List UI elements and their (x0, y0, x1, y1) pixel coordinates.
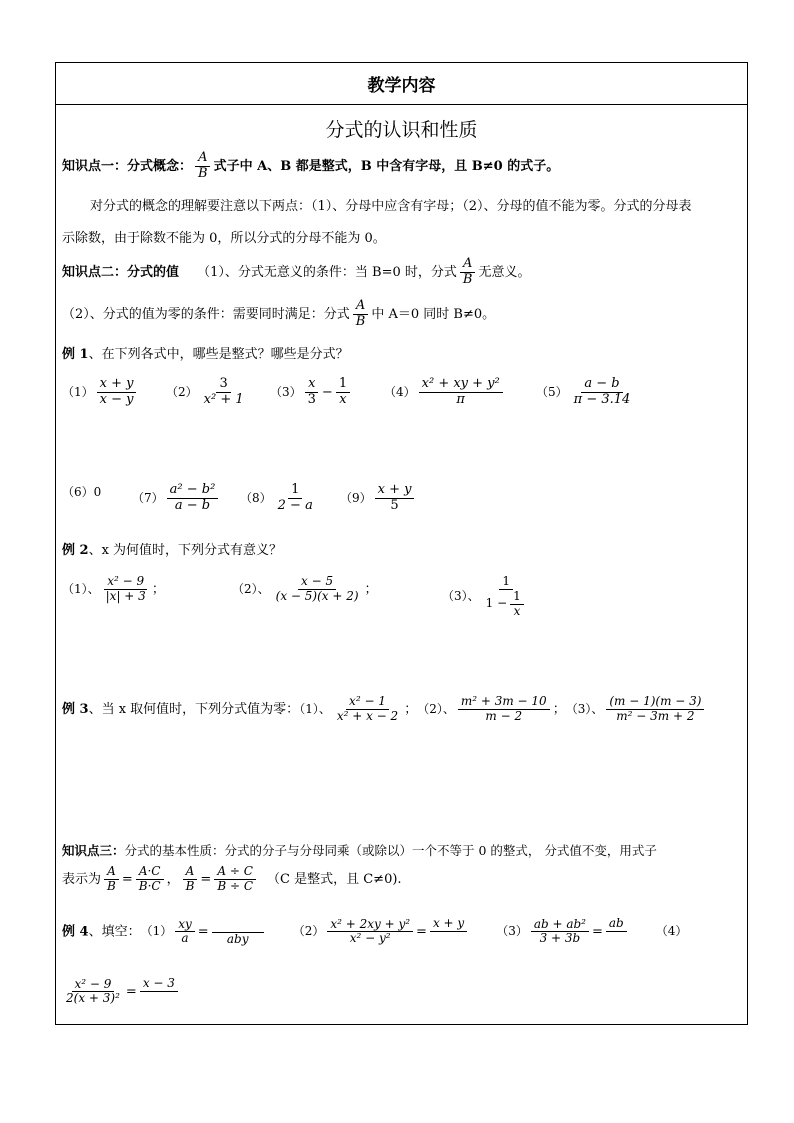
ex3-item-1-num: x² − 1 (346, 695, 389, 710)
ex4-item-2-num: x² + 2xy + y² (327, 918, 413, 933)
ex1-item-3-no: （3） (270, 384, 302, 399)
table-header-title: 教学内容 (367, 76, 436, 96)
ex2-item-2 (232, 575, 378, 604)
content-table (55, 62, 748, 1025)
ex1-item-4-no: （4） (384, 384, 416, 399)
kp3-f2 (183, 865, 198, 894)
kp1-para-line1: 对分式的概念的理解要注意以下两点：（1）、分母中应含有字母；（2）、分母的值不能为零。分式的分母表 (90, 199, 692, 214)
kp2-frac2-num: A (353, 299, 368, 315)
ex4-item-2-frac (327, 918, 413, 947)
kp1-frac-num: A (195, 151, 210, 167)
ex1-item-5-frac (571, 377, 634, 408)
kp3-f2r-den: B ÷ C (217, 878, 254, 893)
kp2-cond1-pre: （1）、分式无意义的条件：当 B=0 时，分式 (197, 264, 457, 280)
ex4-item-1-no: （1） (146, 924, 173, 939)
kp1-text: 式子中 A、B 都是整式，B 中含有字母，且 B≠0 的式子。 (213, 158, 560, 174)
ex1-item-9-den: 5 (390, 497, 399, 513)
ex2-item-3 (442, 575, 533, 618)
ex1-item-1-no: （1） (62, 384, 94, 399)
ex3-text: 、当 x 取何值时，下列分式值为零： (88, 701, 300, 717)
ex2-item-2-sep: ； (364, 581, 378, 597)
ex2-item-1-den: |x| + 3 (105, 588, 146, 603)
ex2-item-3-inner-frac (510, 590, 524, 619)
ex1-item-3-b-num: 1 (336, 377, 350, 393)
ex1-item-5-num: a − b (581, 377, 622, 393)
ex4-line: 例 4、填空： （1） $\frac{xy}{a}$ = aby （2） $\frac{\text{x² + 2xy + y²}}{\text{x² − y²}}$ = x + y （3） $\frac{\text{ab + ab²}}{3 + 3b}$ = ab （4） (62, 916, 688, 946)
ex1-item-1-den: x − y (99, 391, 134, 407)
kp1-label: 知识点一：分式概念： (62, 158, 193, 174)
ex1-item-7-frac (167, 483, 219, 514)
ex1-item-2-frac (201, 377, 247, 408)
kp2-frac2-den: B (355, 313, 366, 329)
ex4-item-1-rden: aby (226, 932, 249, 946)
ex1-item-3 (270, 377, 353, 408)
ex4-item-3-den: 3 + 3b (539, 931, 581, 946)
ex1-item-9-no: （9） (340, 490, 372, 505)
kp3-line1 (62, 841, 657, 859)
ex1-item-5 (536, 377, 636, 408)
ex1-item-3-frac-a (305, 377, 319, 408)
kp2-fraction-1 (460, 257, 476, 288)
kp3-f1 (104, 865, 119, 894)
ex1-text: 、在下列各式中，哪些是整式？哪些是分式？ (88, 347, 349, 362)
page-title: 分式的认识和性质 (325, 119, 478, 141)
ex3-item-1-sep: ； (404, 701, 418, 717)
ex1-item-4-num: x² + xy + y² (419, 377, 503, 393)
ex4-item-2-result (430, 917, 467, 947)
kp2-line1 (62, 257, 531, 288)
kp2-fraction-2 (353, 299, 369, 330)
kp3-f1r-den: B·C (138, 878, 161, 893)
ex1-label: 例 1 (62, 347, 89, 362)
ex1-item-8 (240, 483, 319, 514)
ex1-item-8-den: 2 − a (277, 497, 313, 513)
kp3-f1-den: B (107, 878, 116, 893)
ex2-label: 例 2 (62, 543, 89, 558)
ex3-item-2-num: m² + 3m − 10 (458, 695, 550, 710)
ex1-item-3-frac-b (336, 377, 350, 408)
kp3-f1r (136, 865, 164, 894)
ex4-item-2-den: x² − y² (349, 931, 391, 946)
ex2-item-1-frac (103, 575, 149, 604)
ex2-item-3-inner-den: x (513, 603, 521, 618)
ex1-item-2 (166, 377, 250, 408)
ex1-item-8-no: （8） (240, 490, 272, 505)
ex4-item-4-num: x² − 9 (72, 978, 115, 993)
ex3-item-2-frac (458, 695, 550, 724)
ex4-item-2-no: （2） (292, 924, 325, 939)
kp2-frac1-num: A (460, 257, 475, 273)
table-header (56, 63, 747, 105)
ex4-item-4-no: （4） (655, 924, 688, 939)
kp2-line2 (62, 299, 495, 330)
ex2-heading (62, 539, 282, 558)
ex4-item-4-result (140, 977, 178, 1007)
ex4-item-3-no: （3） (496, 924, 528, 939)
ex4-item-2-rden (446, 932, 452, 947)
kp3-f1r-num: A·C (136, 865, 164, 880)
ex3-item-3-frac (606, 695, 704, 724)
ex1-item-4-den: π (456, 391, 465, 407)
ex2-item-1-sep: ； (151, 581, 165, 597)
ex3-item-1-frac (334, 695, 401, 724)
ex3-item-3-num: (m − 1)(m − 3) (606, 695, 704, 710)
ex4-item-2-rnum: x + y (430, 917, 467, 932)
ex1-item-8-num: 1 (288, 483, 302, 499)
ex3-item-1-den: x² + x − 2 (336, 708, 399, 723)
ex4-item-1-den: a (181, 931, 189, 946)
ex1-item-4-frac (419, 377, 503, 408)
kp1-para-line2: 示除数，由于除数不能为 0，所以分式的分母不能为 0。 (62, 231, 386, 246)
ex1-item-3-a-den: 3 (307, 391, 316, 407)
ex2-item-2-no: （2）、 (232, 581, 270, 596)
ex1-item-2-num: 3 (216, 377, 230, 393)
kp2-frac1-den: B (462, 271, 473, 287)
ex3-item-3-no: （3）、 (571, 701, 604, 716)
kp2-label: 知识点二：分式的值 (62, 264, 180, 280)
ex1-item-1-num: x + y (97, 377, 137, 393)
ex1-item-2-no: （2） (166, 384, 198, 399)
kp1-frac-den: B (198, 165, 208, 181)
ex1-item-9-frac (375, 483, 415, 514)
kp1-fraction (195, 151, 211, 182)
ex4-item-4-rnum: x − 3 (140, 977, 178, 992)
ex2-item-3-den (483, 590, 530, 619)
ex2-item-3-num: 1 (499, 575, 513, 590)
ex3-line (62, 695, 707, 724)
ex2-text: 、x 为何值时，下列分式有意义？ (88, 543, 283, 558)
ex4-item-3-rnum: ab (606, 917, 627, 932)
ex1-item-4 (384, 377, 506, 408)
ex3-item-2-sep: ； (552, 701, 566, 717)
ex1-item-7-num: a² − b² (167, 483, 219, 499)
ex1-item-6-no: （6） (62, 485, 94, 499)
ex1-item-3-b-den: x (339, 391, 347, 407)
ex1-item-7-no: （7） (132, 490, 164, 505)
ex2-item-2-num: x − 5 (298, 575, 336, 590)
ex1-item-5-den: π − 3.14 (573, 391, 631, 407)
ex1-heading (62, 343, 349, 362)
ex1-item-9-num: x + y (375, 483, 415, 499)
ex1-item-8-frac (275, 483, 316, 514)
kp3-label: 知识点三： (62, 843, 125, 858)
ex4-item-1-frac (175, 918, 195, 947)
kp3-f1-num: A (104, 865, 119, 880)
ex3-item-1-no: （1）、 (299, 701, 331, 716)
ex1-item-3-op: − (321, 384, 333, 400)
ex1-item-3-a-num: x (305, 377, 318, 393)
kp3-line2-post: （C 是整式，且 C≠0). (267, 871, 402, 887)
ex4-item-3-num: ab + ab² (531, 918, 589, 933)
kp3-line2: 表示为 $\frac{A}{B}$ = $\frac{A\cdot C}{B\cdot C}$ ， $\frac{A}{B}$ = $\frac{A \div C}{B \div C}$ （C 是整式，且 C≠0). (62, 864, 402, 893)
ex4-label: 例 4 (62, 924, 89, 940)
ex1-item-5-no: （5） (536, 384, 568, 399)
ex4-item-4: $\frac{\text{x² − 9}}{\text{2(x + 3)²}}$ = x − 3 (60, 977, 181, 1007)
ex2-item-1-num: x² − 9 (104, 575, 147, 590)
ex3-item-2-den: m − 2 (485, 708, 523, 723)
ex4-item-3-rden (613, 932, 619, 947)
kp3-line2-pre: 表示为 (62, 871, 102, 887)
ex1-item-9 (340, 483, 417, 514)
kp3-f2-den: B (185, 878, 195, 893)
ex2-item-2-den: (x − 5)(x + 2) (275, 588, 359, 603)
ex2-item-3-inner-num: 1 (510, 590, 524, 605)
kp3-f2r (214, 865, 256, 894)
ex4-text: 、填空： (88, 924, 141, 940)
ex2-item-3-den-pre: 1 − (485, 596, 508, 611)
ex3-item-2-no: （2）、 (423, 701, 455, 716)
ex4-item-4-frac (63, 978, 123, 1007)
ex4-item-3-frac (531, 918, 589, 947)
kp2-cond2-pre: （2）、分式的值为零的条件：需要同时满足：分式 (62, 306, 350, 322)
ex4-item-1-num: xy (175, 918, 195, 933)
kp3-f2-num: A (183, 865, 198, 880)
ex1-item-6 (62, 483, 101, 500)
ex2-item-3-frac (483, 575, 530, 618)
ex4-item-1-rnum (212, 917, 264, 933)
kp3-f2r-num: A ÷ C (214, 865, 256, 880)
ex1-item-7 (132, 483, 221, 514)
kp1-line (62, 151, 559, 182)
ex4-item-4-rden (156, 992, 162, 1007)
ex2-item-2-frac (273, 575, 362, 604)
ex2-item-1-no: （1）、 (62, 581, 100, 596)
ex3-item-3-den: m² − 3m + 2 (616, 708, 695, 723)
ex4-item-1-result (212, 917, 264, 947)
kp2-cond2-post: 中 A＝0 同时 B≠0。 (371, 306, 496, 322)
ex1-item-1 (62, 377, 139, 408)
ex4-item-4-den: 2(x + 3)² (66, 991, 120, 1006)
ex1-item-6-value: 0 (93, 485, 102, 499)
ex1-item-7-den: a − b (174, 497, 211, 513)
ex4-item-3-result (606, 917, 627, 947)
ex2-item-3-no: （3）、 (442, 589, 480, 604)
ex3-label: 例 3 (62, 701, 89, 717)
ex1-item-1-frac (97, 377, 137, 408)
kp2-cond1-post: 无意义。 (478, 264, 531, 280)
ex1-item-2-den: x² + 1 (203, 391, 244, 407)
kp3-line1-text: 分式的基本性质：分式的分子与分母同乘（或除以）一个不等于 0 的整式， 分式值不变，用式子 (124, 843, 657, 858)
ex2-item-1 (62, 575, 165, 604)
